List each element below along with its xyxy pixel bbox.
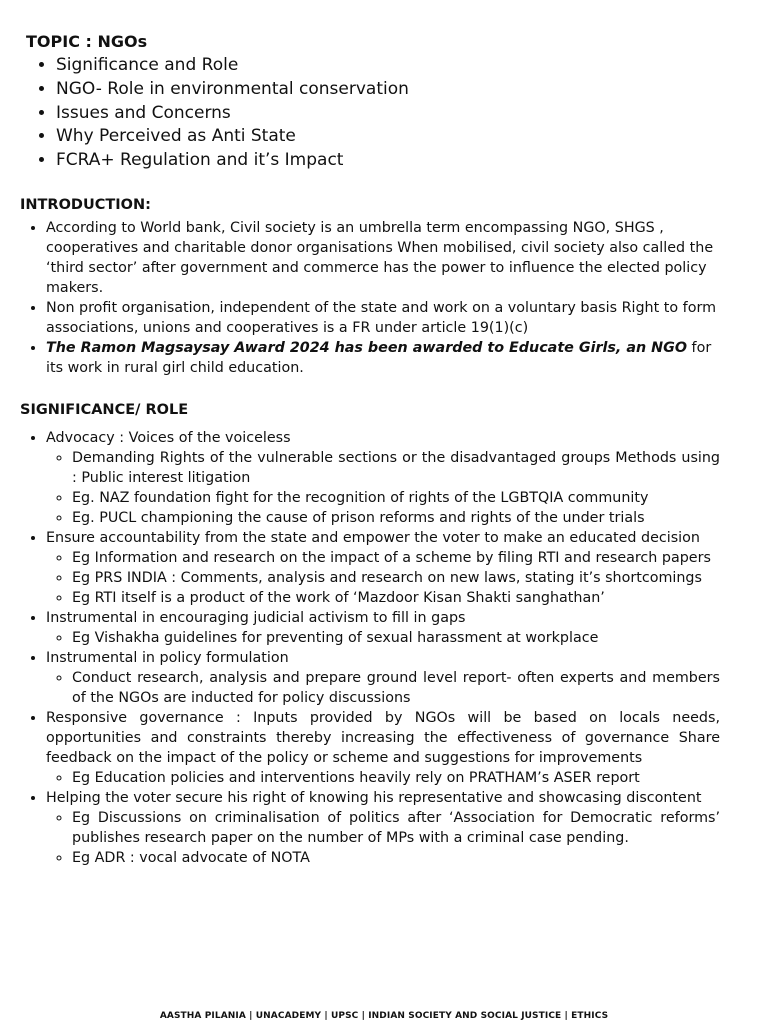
significance-item-voter bbox=[46, 788, 720, 868]
sub-list bbox=[46, 808, 720, 868]
significance-item-label: Advocacy : Voices of the voiceless bbox=[46, 430, 291, 446]
sub-item: ◦ Eg ADR : vocal advocate of NOTA bbox=[72, 848, 720, 868]
significance-item-advocacy bbox=[46, 428, 720, 528]
significance-heading: SIGNIFICANCE/ ROLE bbox=[20, 402, 189, 418]
topic-item: • NGO- Role in environmental conservation bbox=[56, 78, 726, 102]
sub-list bbox=[46, 768, 720, 788]
sub-item: ◦ Eg Education policies and interventions heavily rely on PRATHAM’s ASER report bbox=[72, 768, 720, 788]
sub-item: ◦ Eg Information and research on the impact of a scheme by filing RTI and research papers bbox=[72, 548, 720, 568]
topic-list bbox=[26, 54, 726, 173]
significance-item-accountability bbox=[46, 528, 720, 608]
significance-item-label: Responsive governance : Inputs provided by NGOs will be based on locals needs, opportunities and constraints thereby increasing the effectiveness of governance Share feedback on the impact of the policy or scheme and suggestions for improvements bbox=[46, 710, 720, 766]
page-footer: AASTHA PILANIA | UNACADEMY | UPSC | INDIAN SOCIETY AND SOCIAL JUSTICE | ETHICS bbox=[159, 1011, 609, 1021]
introduction-item-award bbox=[46, 338, 720, 378]
significance-item-label: Ensure accountability from the state and empower the voter to make an educated decision bbox=[46, 530, 700, 546]
sub-item: ◦ Eg. NAZ foundation fight for the recognition of rights of the LGBTQIA community bbox=[72, 488, 720, 508]
significance-section bbox=[20, 428, 720, 868]
sub-item: ◦ Eg RTI itself is a product of the work of ‘Mazdoor Kisan Shakti sanghathan’ bbox=[72, 588, 720, 608]
introduction-item: • Non profit organisation, independent of the state and work on a voluntary basis Right to form associations, unions and cooperatives is a FR under article 19(1)(c) bbox=[46, 298, 720, 338]
sub-list bbox=[46, 548, 720, 608]
topic-item: • FCRA+ Regulation and it’s Impact bbox=[56, 149, 726, 173]
significance-list bbox=[20, 428, 720, 868]
topic-title: TOPIC : NGOs bbox=[26, 32, 148, 51]
introduction-heading: INTRODUCTION: bbox=[20, 197, 151, 213]
sub-item: ◦ Eg Discussions on criminalisation of politics after ‘Association for Democratic reforms’ publishes research paper on the number of MPs with a criminal case pending. bbox=[72, 808, 720, 848]
significance-item-label: Instrumental in policy formulation bbox=[46, 650, 289, 666]
topic-item: • Issues and Concerns bbox=[56, 102, 726, 126]
award-highlight: The Ramon Magsaysay Award 2024 has been awarded to Educate Girls, an NGO bbox=[46, 340, 687, 356]
sub-list bbox=[46, 668, 720, 708]
sub-item: ◦ Demanding Rights of the vulnerable sections or the disadvantaged groups Methods using : Public interest litigation bbox=[72, 448, 720, 488]
sub-item: ◦ Conduct research, analysis and prepare ground level report- often experts and members of the NGOs are inducted for policy discussions bbox=[72, 668, 720, 708]
significance-item-governance bbox=[46, 708, 720, 788]
introduction-list bbox=[20, 218, 720, 378]
topic-item: • Why Perceived as Anti State bbox=[56, 125, 726, 149]
introduction-section bbox=[20, 218, 720, 378]
sub-list bbox=[46, 448, 720, 528]
sub-item: ◦ Eg Vishakha guidelines for preventing of sexual harassment at workplace bbox=[72, 628, 720, 648]
sub-item: ◦ Eg. PUCL championing the cause of prison reforms and rights of the under trials bbox=[72, 508, 720, 528]
significance-item-label: Helping the voter secure his right of knowing his representative and showcasing discontent bbox=[46, 790, 702, 806]
sub-item: ◦ Eg PRS INDIA : Comments, analysis and research on new laws, stating it’s shortcomings bbox=[72, 568, 720, 588]
significance-item-judicial bbox=[46, 608, 720, 648]
award-text: for its work in rural girl child education. bbox=[46, 340, 712, 376]
topic-item: • Significance and Role bbox=[56, 54, 726, 78]
significance-item-policy bbox=[46, 648, 720, 708]
significance-item-label: Instrumental in encouraging judicial activism to fill in gaps bbox=[46, 610, 466, 626]
topic-block bbox=[26, 32, 726, 173]
sub-list bbox=[46, 628, 720, 648]
introduction-item: • According to World bank, Civil society is an umbrella term encompassing NGO, SHGS , cooperatives and charitable donor organisations When mobilised, civil society also called the ‘third sector’ after government and commerce has the power to influence the elected policy makers. bbox=[46, 218, 720, 298]
